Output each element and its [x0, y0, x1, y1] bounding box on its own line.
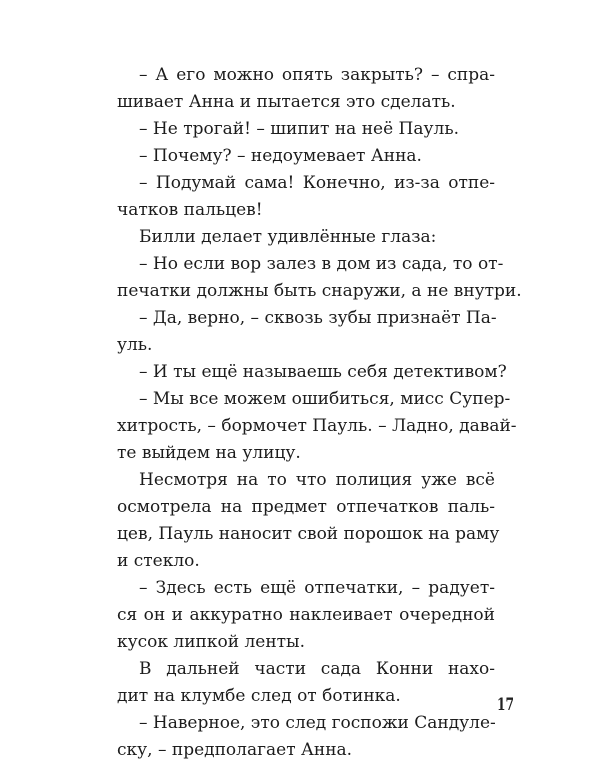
text-line: – Почему? – недоумевает Анна. — [139, 146, 422, 166]
text-line: ску, – предполагает Анна. — [117, 740, 353, 760]
text-line: – Да, верно, – сквозь зубы признаёт Па- — [139, 308, 497, 328]
text-line: хитрость, – бормочет Пауль. – Ладно, давай- — [117, 416, 517, 436]
text-line: – Но если вор залез в дом из сада, то от- — [139, 254, 504, 274]
text-line: чатков пальцев! — [117, 200, 263, 220]
text-line: цев, Пауль наносит свой порошок на раму — [117, 524, 500, 544]
text-line: Билли делает удивлённые глаза: — [139, 227, 437, 247]
text-line: – Не трогай! – шипит на неё Пауль. — [139, 119, 459, 139]
text-line: – Подумай сама! Конечно, из-за отпе- — [139, 173, 495, 193]
text-line: уль. — [117, 335, 153, 355]
text-line: кусок липкой ленты. — [117, 632, 305, 652]
page-number: 17 — [497, 695, 515, 715]
text-line: – Здесь есть ещё отпечатки, – радует- — [139, 578, 495, 598]
text-line: шивает Анна и пытается это сделать. — [117, 92, 456, 112]
text-line: осмотрела на предмет отпечатков паль- — [117, 497, 495, 517]
text-line: – Наверное, это след госпожи Сандуле- — [139, 713, 496, 733]
text-line: – А его можно опять закрыть? – спра- — [139, 65, 495, 85]
text-line: В дальней части сада Конни нахо- — [139, 659, 495, 679]
text-line: – Мы все можем ошибиться, мисс Супер- — [139, 389, 511, 409]
text-line: ся он и аккуратно наклеивает очередной — [117, 605, 495, 625]
text-line: Несмотря на то что полиция уже всё — [139, 470, 495, 490]
text-line: печатки должны быть снаружи, а не внутри. — [117, 281, 522, 301]
text-line: – И ты ещё называешь себя детективом? — [139, 362, 507, 382]
text-line: те выйдем на улицу. — [117, 443, 301, 463]
text-line: и стекло. — [117, 551, 200, 571]
text-line: дит на клумбе след от ботинка. — [117, 686, 401, 706]
